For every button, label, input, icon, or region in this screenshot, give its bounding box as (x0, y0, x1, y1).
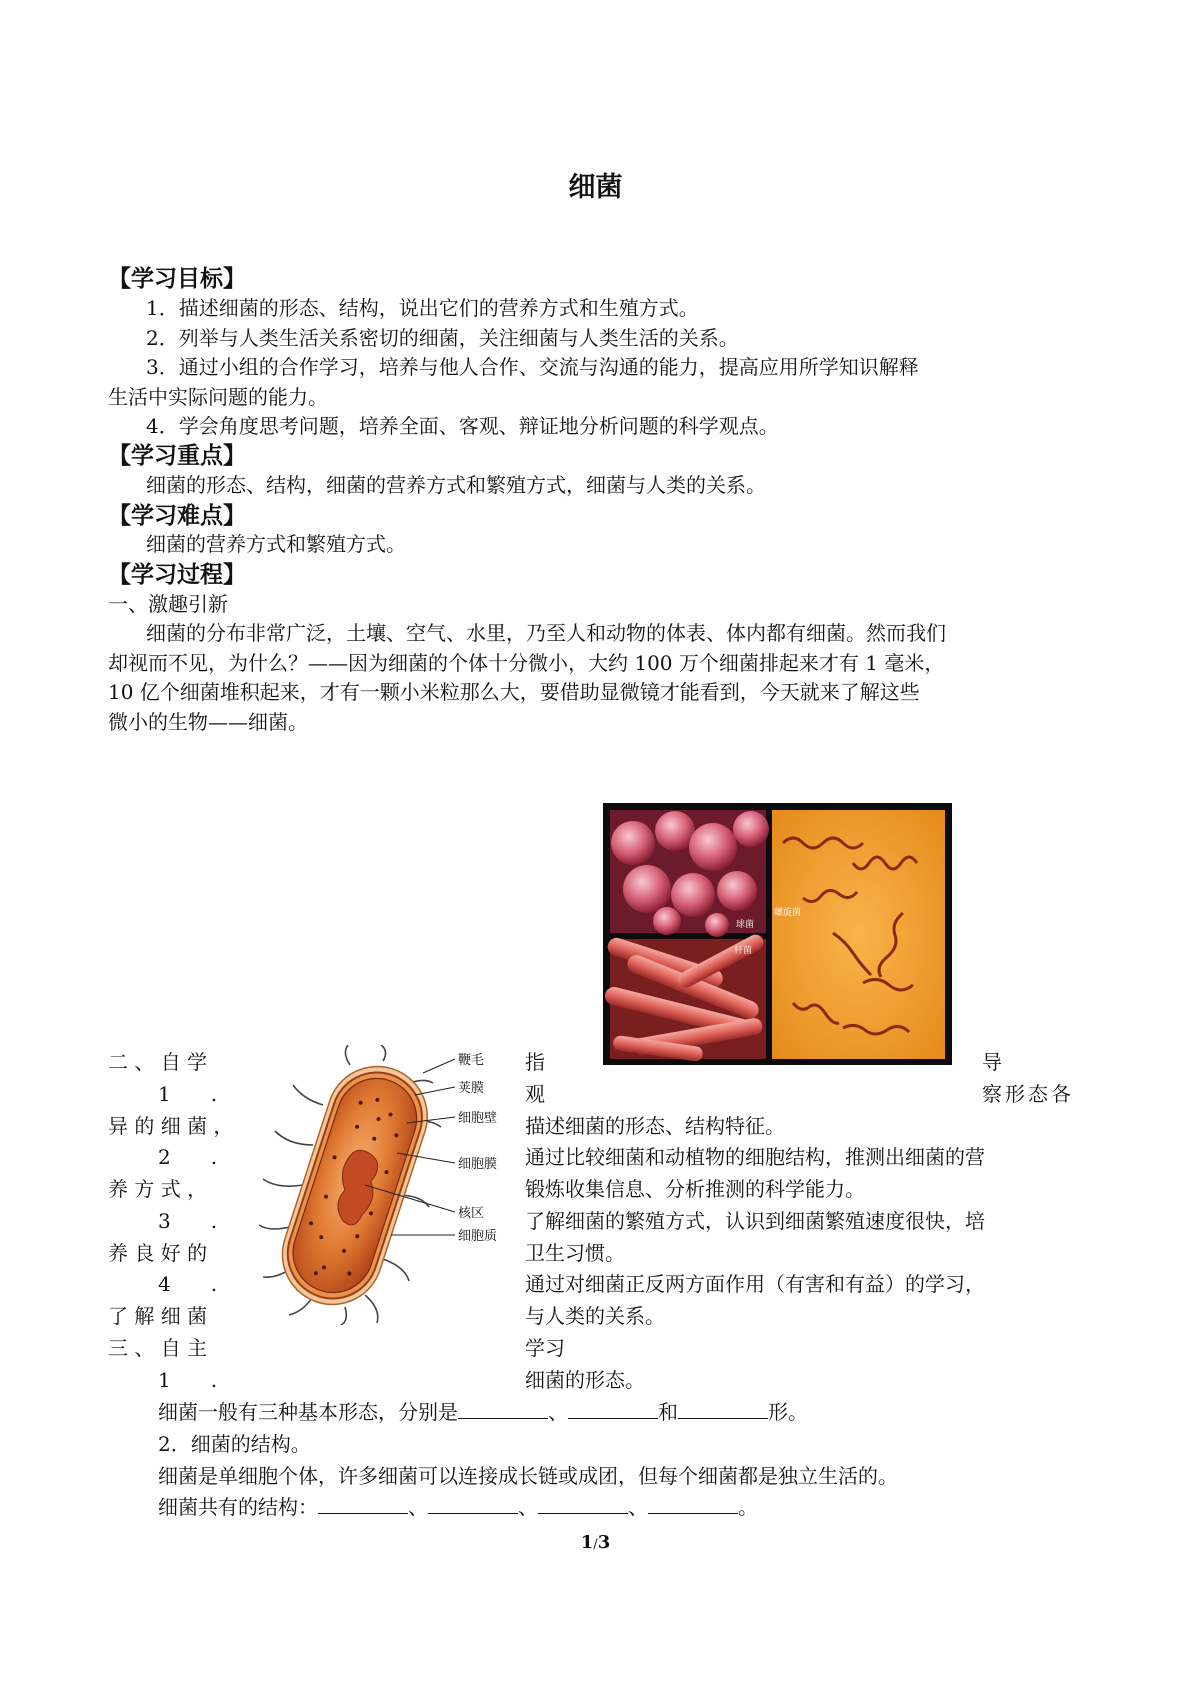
shapes-sep1: 、 (548, 1400, 568, 1424)
bacillus-panel (603, 932, 766, 1062)
structure-blank-1[interactable] (318, 1493, 408, 1514)
shape-blank-2[interactable] (568, 1398, 658, 1419)
nuclear-region-label: 核区 (458, 1206, 485, 1221)
section2-l9-mid: 与人类的关系。 (525, 1304, 665, 1328)
objective-1: 1．描述细菌的形态、结构，说出它们的营养方式和生殖方式。 (146, 296, 699, 320)
flagella-label: 鞭毛 (458, 1053, 485, 1068)
section2-l7-left: 养 良 好 的 (108, 1241, 208, 1265)
process-heading: 【学习过程】 (108, 562, 246, 588)
section2-l6-left: 3 . (158, 1209, 218, 1233)
common-structure-question (158, 1491, 758, 1520)
structure-blank-2[interactable] (428, 1493, 518, 1514)
total-pages: 3 (597, 1532, 611, 1553)
difficulties-text: 细菌的营养方式和繁殖方式。 (146, 532, 406, 556)
page-slash: / (593, 1537, 598, 1552)
section2-l3-mid: 描述细菌的形态、结构特征。 (525, 1114, 785, 1138)
section2-l6-mid: 了解细菌的繁殖方式，认识到细菌繁殖速度很快，培 (525, 1209, 985, 1233)
section2-l4-mid: 通过比较细菌和动植物的细胞结构，推测出细菌的营 (525, 1145, 985, 1169)
section2-l5-mid: 锻炼收集信息、分析推测的科学能力。 (525, 1177, 865, 1201)
difficulties-heading: 【学习难点】 (108, 503, 246, 529)
cytoplasm-label: 细胞质 (458, 1229, 498, 1244)
spirillum-panel (772, 810, 945, 1059)
shape-blank-1[interactable] (458, 1398, 548, 1419)
shapes-prefix: 细菌一般有三种基本形态，分别是 (158, 1400, 458, 1424)
section3-l2-mid: 细菌的形态。 (525, 1368, 645, 1392)
objective-3-line1: 3．通过小组的合作学习，培养与他人合作、交流与沟通的能力，提高应用所学知识解释 (146, 355, 919, 379)
cell-membrane-label: 细胞膜 (458, 1157, 498, 1172)
structure-text: 细菌是单细胞个体，许多细菌可以连接成长链或成团，但每个细菌都是独立生活的。 (158, 1464, 898, 1488)
section2-l7-mid: 卫生习惯。 (525, 1241, 625, 1265)
section2-l3-left: 异 的 细 菌 ， (108, 1114, 234, 1138)
section2-l1-left: 二 、 自 学 (108, 1050, 208, 1074)
section3-l1-left: 三 、 自 主 (108, 1336, 208, 1360)
section2-l5-left: 养 方 式 ， (108, 1177, 208, 1201)
section3-l2-left: 1 . (158, 1368, 218, 1392)
page-number (0, 1532, 1191, 1553)
structure-title: 2．细菌的结构。 (158, 1432, 311, 1456)
section2-l8-mid: 通过对细菌正反两方面作用（有害和有益）的学习， (525, 1272, 985, 1296)
capsule-label: 荚膜 (458, 1081, 485, 1096)
intro-line2: 却视而不见，为什么？——因为细菌的个体十分微小，大约 100 万个细菌排起来才有 1 毫米， (108, 651, 945, 675)
objective-2: 2．列举与人类生活关系密切的细菌，关注细菌与人类生活的关系。 (146, 326, 739, 350)
objective-4: 4．学会角度思考问题，培养全面、客观、辩证地分析问题的科学观点。 (146, 414, 779, 438)
key-points-heading: 【学习重点】 (108, 443, 246, 469)
common-sep-2: 、 (518, 1495, 538, 1519)
coccus-panel (610, 810, 769, 937)
spirillum-label: 螺旋菌 (774, 908, 802, 918)
intro-line1: 细菌的分布非常广泛，土壤、空气、水里，乃至人和动物的体表、体内都有细菌。然而我们 (146, 621, 946, 645)
section2-l2-right: 察形态各 (982, 1082, 1074, 1106)
section2-l9-left: 了 解 细 菌 (108, 1304, 208, 1328)
cell-wall-label: 细胞壁 (458, 1111, 498, 1126)
shapes-sep2: 和 (658, 1400, 678, 1424)
common-sep-3: 、 (628, 1495, 648, 1519)
section2-l1-mid: 指 (525, 1050, 545, 1074)
common-sep-1: 、 (408, 1495, 428, 1519)
shapes-question (158, 1396, 808, 1425)
intro-line3: 10 亿个细菌堆积起来，才有一颗小米粒那么大，要借助显微镜才能看到，今天就来了解这些 (108, 680, 920, 704)
structure-blank-3[interactable] (538, 1493, 628, 1514)
section2-l2-mid: 观 (525, 1082, 545, 1106)
page-title: 细菌 (568, 172, 623, 203)
section3-l1-mid: 学习 (525, 1336, 565, 1360)
common-end: 。 (738, 1495, 758, 1519)
section2-l4-left: 2 . (158, 1145, 218, 1169)
current-page: 1 (580, 1532, 594, 1553)
bacillus-label: 杆菌 (734, 946, 753, 956)
shape-blank-3[interactable] (678, 1398, 768, 1419)
structure-blank-4[interactable] (648, 1493, 738, 1514)
bacteria-micrograph-image (603, 803, 952, 1065)
coccus-label: 球菌 (736, 920, 755, 930)
intro-line4: 微小的生物——细菌。 (108, 710, 308, 734)
key-points-text: 细菌的形态、结构，细菌的营养方式和繁殖方式，细菌与人类的关系。 (146, 473, 766, 497)
common-prefix: 细菌共有的结构： (158, 1495, 318, 1519)
section1-title: 一、激趣引新 (108, 592, 228, 616)
section2-l8-left: 4 . (158, 1272, 218, 1296)
shapes-suffix: 形。 (768, 1400, 808, 1424)
objective-3-line2: 生活中实际问题的能力。 (108, 385, 328, 409)
section2-l1-right: 导 (982, 1050, 1002, 1074)
objectives-heading: 【学习目标】 (108, 266, 246, 292)
bacterium-structure-diagram (255, 1045, 505, 1325)
section2-l2-left: 1 . (158, 1082, 218, 1106)
